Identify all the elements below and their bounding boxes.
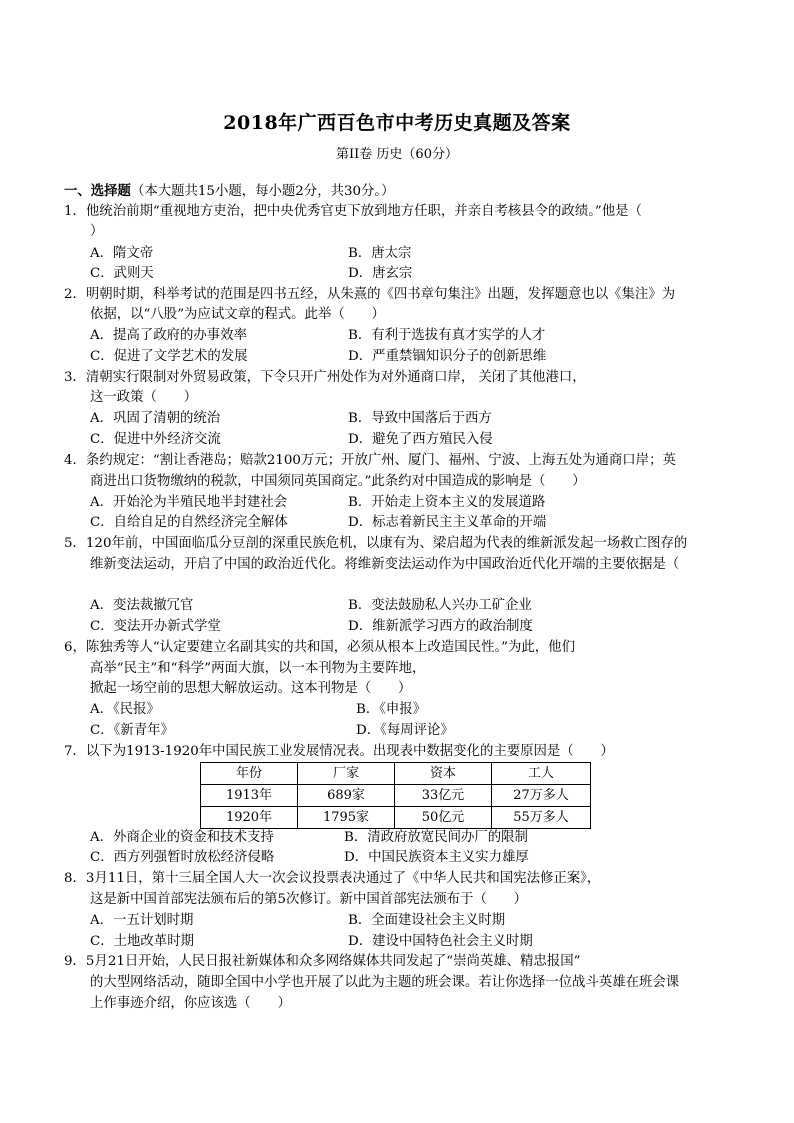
table-cell: 1920年: [201, 807, 298, 829]
question-9-stem-line-1: 9．5月21日开始，人民日报社新媒体和众多网络媒体共同发起了“崇尚英雄、精忠报国”: [64, 954, 581, 969]
table-cell: 689家: [298, 785, 395, 807]
question-5-option-d: D．维新派学习西方的政治制度: [348, 619, 533, 634]
question-1-option-d: D．唐玄宗: [348, 266, 413, 281]
section-instruction: （本大题共15小题，每小题2分，共30分。）: [130, 184, 395, 199]
question-5-option-a: A．变法裁撤冗官: [90, 598, 194, 613]
table-row: [201, 785, 591, 807]
question-4-option-d: D．标志着新民主主义革命的开端: [348, 515, 547, 530]
question-4-stem-line-2: 商进出口货物缴纳的税款，中国须同英国商定。”此条约对中国造成的影响是（ ）: [90, 474, 586, 489]
question-4-stem-line-1: 4．条约规定：“割让香港岛；赔款2100万元；开放广州、厦门、福州、宁波、上海五处为通商口岸；英: [64, 453, 676, 468]
question-9-stem-line-3: 上作事迹介绍，你应该选（ ）: [90, 996, 291, 1011]
question-1-option-b: B．唐太宗: [348, 246, 412, 261]
question-6-stem-line-2: 高举“民主”和“科学”两面大旗，以一本刊物为主要阵地，: [90, 661, 426, 676]
table-header-row: [201, 763, 591, 785]
page-title: 2018年广西百色市中考历史真题及答案: [223, 112, 571, 134]
question-1-option-c: C．武则天: [90, 266, 154, 281]
question-5-option-c: C．变法开办新式学堂: [90, 619, 221, 634]
question-8-stem-line-2: 这是新中国首部宪法颁布后的第5次修订。新中国首部宪法颁布于（ ）: [90, 892, 528, 907]
question-1-stem-line-2: ）: [90, 224, 104, 239]
question-2-stem-line-1: 2．明朝时期，科举考试的范围是四书五经，从朱熹的《四书章句集注》出题，发挥题意也以《集注》为: [64, 287, 676, 302]
question-3-option-d: D．避免了西方殖民入侵: [348, 432, 493, 447]
table-cell: 50亿元: [395, 807, 492, 829]
page-subtitle: 第II卷 历史（60分）: [336, 147, 458, 162]
table-cell: 33亿元: [395, 785, 492, 807]
table-header-cell: 年份: [201, 763, 298, 785]
table-header-cell: 工人: [492, 763, 591, 785]
question-7-option-a: A．外商企业的资金和技术支持: [90, 830, 274, 845]
question-3-option-a: A．巩固了清朝的统治: [90, 411, 221, 426]
question-8-stem-line-1: 8．3月11日，第十三届全国人大一次会议投票表决通过了《中华人民共和国宪法修正案》，: [64, 871, 601, 886]
question-3-option-c: C．促进中外经济交流: [90, 432, 221, 447]
question-1-option-a: A．隋文帝: [90, 246, 154, 261]
question-7-option-b: B．清政府放宽民间办厂的限制: [344, 830, 528, 845]
question-5-option-b: B．变法鼓励私人兴办工矿企业: [348, 598, 532, 613]
table-header-cell: 资本: [395, 763, 492, 785]
question-4-option-c: C．自给自足的自然经济完全解体: [90, 515, 288, 530]
industry-data-table: [200, 762, 591, 829]
question-6-option-a: A．《民报》: [90, 702, 160, 717]
section-heading-label: 一、选择题: [64, 183, 131, 199]
question-2-option-a: A．提高了政府的办事效率: [90, 328, 247, 343]
question-8-option-a: A．一五计划时期: [90, 913, 194, 928]
table-cell: 1913年: [201, 785, 298, 807]
question-2-option-c: C．促进了文学艺术的发展: [90, 349, 248, 364]
table-header-cell: 厂家: [298, 763, 395, 785]
question-3-stem-line-1: 3．清朝实行限制对外贸易政策，下令只开广州处作为对外通商口岸， 关闭了其他港口，: [64, 370, 586, 385]
question-7-stem-line-1: 7．以下为1913-1920年中国民族工业发展情况表。出现表中数据变化的主要原因是（ ）: [64, 744, 614, 759]
question-2-option-d: D．严重禁锢知识分子的创新思维: [348, 349, 547, 364]
question-6-stem-line-1: 6，陈独秀等人“认定要建立名副其实的共和国，必须从根本上改造国民性。”为此，他们: [64, 640, 575, 655]
question-8-option-b: B．全面建设社会主义时期: [348, 913, 506, 928]
question-7-option-c: C．西方列强暂时放松经济侵略: [90, 850, 275, 865]
question-2-option-b: B．有利于选拔有真才实学的人才: [348, 328, 546, 343]
section-heading: [64, 181, 395, 202]
question-5-stem-line-1: 5．120年前，中国面临瓜分豆剖的深重民族危机，以康有为、梁启超为代表的维新派发起一场救亡图存的: [64, 536, 688, 551]
question-8-option-c: C．土地改革时期: [90, 934, 194, 949]
table-row: [201, 807, 591, 829]
question-2-stem-line-2: 依据，以“八股”为应试文章的程式。此举（ ）: [90, 307, 385, 322]
question-8-option-d: D．建设中国特色社会主义时期: [348, 934, 533, 949]
question-6-option-b: B．《申报》: [356, 702, 427, 717]
question-1-stem-line-1: 1．他统治前期“重视地方吏治，把中央优秀官吏下放到地方任职，并亲自考核县令的政绩。”他是（: [64, 204, 642, 219]
question-4-option-a: A．开始沦为半殖民地半封建社会: [90, 495, 288, 510]
question-6-stem-line-3: 掀起一场空前的思想大解放运动。这本刊物是（ ）: [90, 681, 412, 696]
table-cell: 27万多人: [492, 785, 591, 807]
question-6-option-c: C．《新青年》: [90, 723, 174, 738]
question-7-option-d: D．中国民族资本主义实力雄厚: [344, 850, 529, 865]
question-3-option-b: B．导致中国落后于西方: [348, 411, 492, 426]
question-5-stem-line-2: 维新变法运动，开启了中国的政治近代化。将维新变法运动作为中国政治近代化开端的主要依据是（: [90, 557, 680, 572]
table-cell: 1795家: [298, 807, 395, 829]
table-cell: 55万多人: [492, 807, 591, 829]
question-9-stem-line-2: 的大型网络活动，随即全国中小学也开展了以此为主题的班会课。若让你选择一位战斗英雄在班会课: [90, 975, 680, 990]
question-6-option-d: D．《每周评论》: [356, 723, 454, 738]
question-3-stem-line-2: 这一政策（ ）: [90, 390, 198, 405]
question-4-option-b: B．开始走上资本主义的发展道路: [348, 495, 546, 510]
